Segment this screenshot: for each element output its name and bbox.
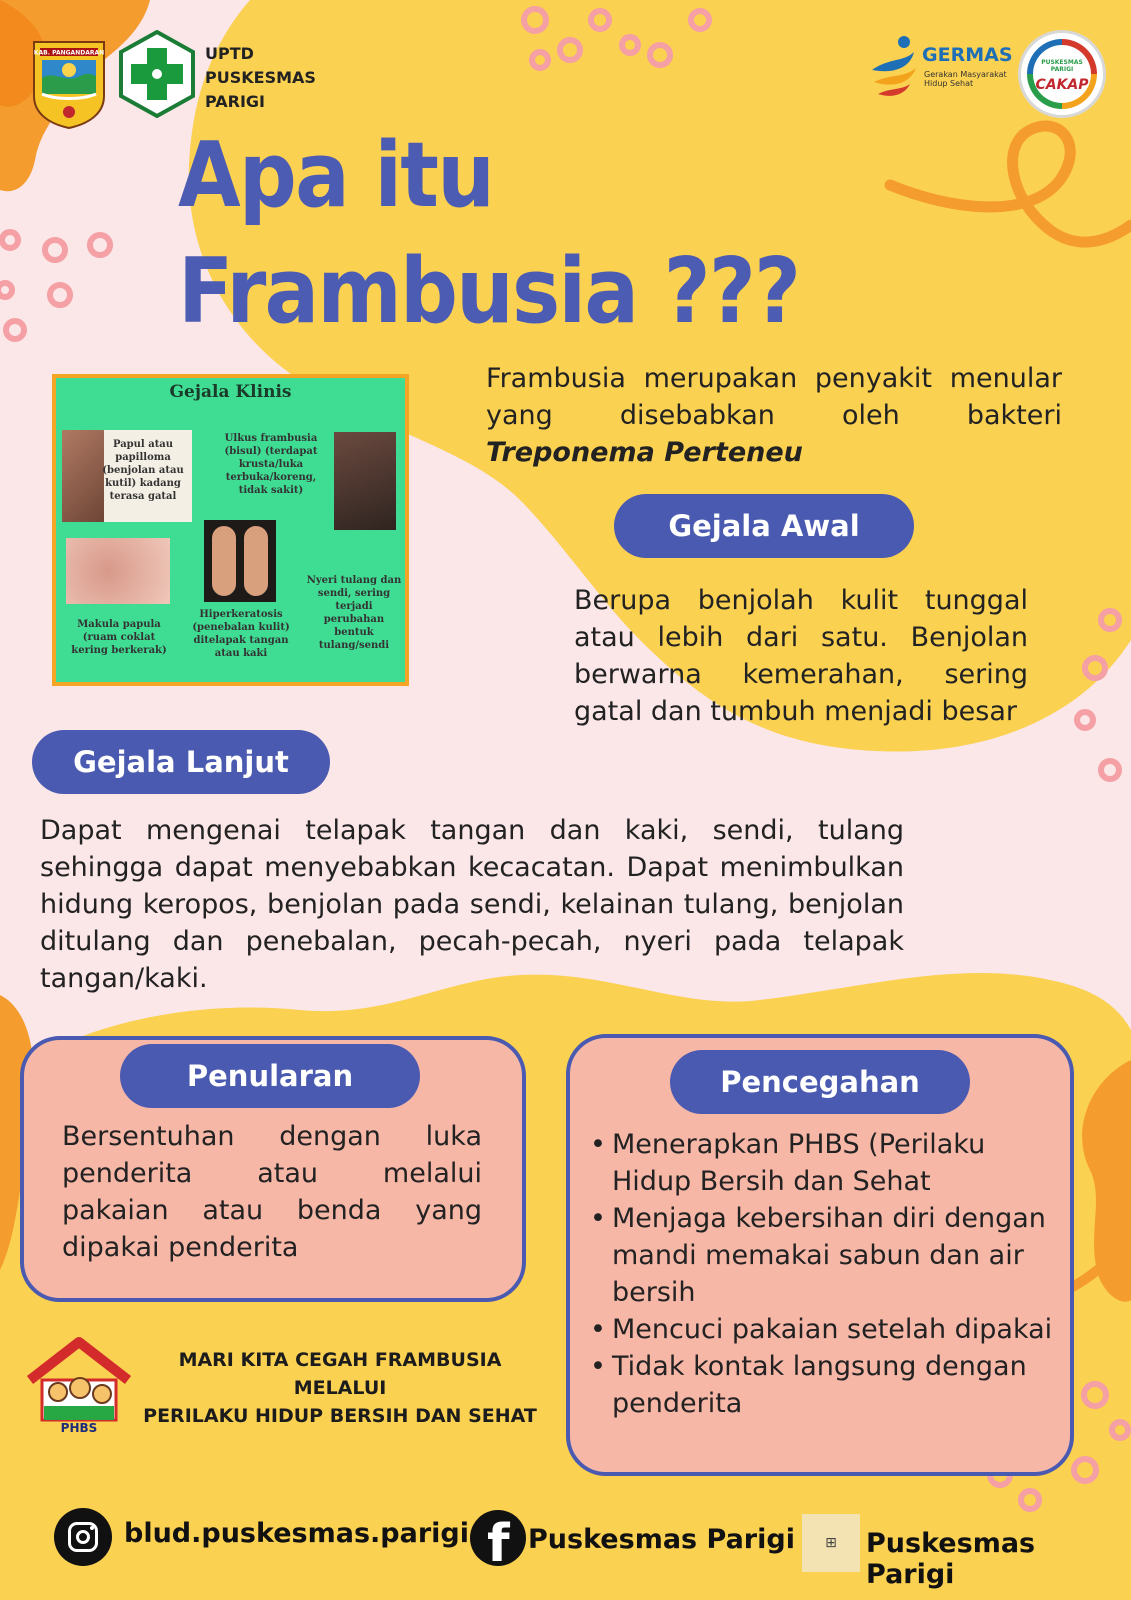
phbs-badge-text: PHBS — [60, 1421, 98, 1435]
campaign-line: MELALUI — [293, 1377, 387, 1399]
clinical-image-title: Gejala Klinis — [169, 382, 292, 402]
bacteria-name: Treponema Perteneu — [486, 437, 803, 468]
campaign-line: PERILAKU HIDUP BERSIH DAN SEHAT — [143, 1405, 537, 1427]
prevention-item: • Mencuci pakaian setelah dipakai — [612, 1311, 1072, 1348]
prevention-item: • Tidak kontak langsung dengan penderita — [612, 1348, 1072, 1422]
early-symptoms-heading: Gejala Awal — [614, 494, 914, 558]
macule-photo — [66, 538, 170, 604]
prevention-heading: Pencegahan — [670, 1050, 970, 1114]
transmission-heading: Penularan — [120, 1044, 420, 1108]
late-symptoms-text: Dapat mengenai telapak tangan dan kaki, sendi, tulang sehingga dapat menyebabkan kecacatan. Dapat menimbulkan hidung keropos, benjolan pada sendi, kelainan tulang, benjolan ditulang dan penebalan, pecah-pecah, nyeri pada telapak tangan/kaki. — [40, 815, 904, 994]
regency-logo — [30, 38, 108, 130]
title-line-2: Frambusia ??? — [178, 239, 800, 344]
instagram-handle[interactable]: blud.puskesmas.parigi — [124, 1518, 470, 1549]
web-icon: ⊞ — [802, 1514, 860, 1572]
feet-photo — [204, 520, 276, 602]
prevention-item: • Menerapkan PHBS (Perilaku Hidup Bersih dan Sehat — [612, 1126, 1072, 1200]
web-name[interactable]: Puskesmas Parigi — [866, 1528, 1036, 1590]
transmission-text: Bersentuhan dengan luka penderita atau melalui pakaian atau benda yang dipakai penderita — [62, 1121, 482, 1263]
facebook-name[interactable]: Puskesmas Parigi — [528, 1524, 795, 1555]
clinical-symptoms-image — [52, 374, 409, 686]
early-symptoms-text: Berupa benjolah kulit tunggal atau lebih dari satu. Benjolan berwarna kemerahan, sering gatal dan tumbuh menjadi besar — [574, 585, 1028, 727]
campaign-line: MARI KITA CEGAH FRAMBUSIA — [178, 1349, 502, 1371]
germas-logo — [870, 34, 1013, 98]
cakap-badge — [1018, 30, 1106, 118]
cakap-badge-sub: PUSKESMAS PARIGI — [1041, 59, 1083, 73]
cakap-badge-text: CAKAP — [1035, 77, 1089, 93]
caption-makula: Makula papula (ruam coklat kering berkerak) — [71, 619, 167, 656]
ulcer-photo — [334, 432, 396, 530]
intro-text: Frambusia merupakan penyakit menular yang disebabkan oleh bakteri — [486, 363, 1062, 431]
prevention-list — [590, 1126, 1072, 1422]
caption-hiper: Hiperkeratosis (penebalan kulit) ditelapak tangan atau kaki — [192, 609, 290, 659]
germas-name: GERMAS — [922, 44, 1013, 66]
caption-ulkus: Ulkus frambusia (bisul) (terdapat krusta/luka terbuka/koreng, tidak sakit) — [224, 433, 318, 496]
caption-nyeri: Nyeri tulang dan sendi, sering terjadi perubahan bentuk tulang/sendi — [306, 575, 402, 651]
germas-tagline-line: Hidup Sehat — [924, 79, 974, 88]
org-label-line: UPTD — [205, 44, 254, 63]
title-line-1: Apa itu — [178, 123, 494, 228]
regency-logo-text: KAB. PANGANDARAN — [33, 49, 105, 57]
org-label-line: PARIGI — [205, 92, 265, 111]
phbs-logo — [24, 1336, 134, 1436]
org-label — [205, 42, 316, 114]
puskesmas-logo — [118, 30, 196, 118]
campaign-slogan — [138, 1346, 542, 1430]
caption-papul: Papul atau papilloma (benjolan atau kutil) kadang terasa gatal — [102, 439, 184, 502]
intro-paragraph — [486, 360, 1062, 471]
org-label-line: PUSKESMAS — [205, 68, 316, 87]
page-title — [178, 120, 799, 348]
instagram-icon — [54, 1508, 112, 1566]
prevention-item: • Menjaga kebersihan diri dengan mandi memakai sabun dan air bersih — [612, 1200, 1072, 1311]
germas-tagline-line: Gerakan Masyarakat — [924, 70, 1007, 79]
late-symptoms-heading: Gejala Lanjut — [32, 730, 330, 794]
facebook-icon: f — [470, 1510, 526, 1566]
